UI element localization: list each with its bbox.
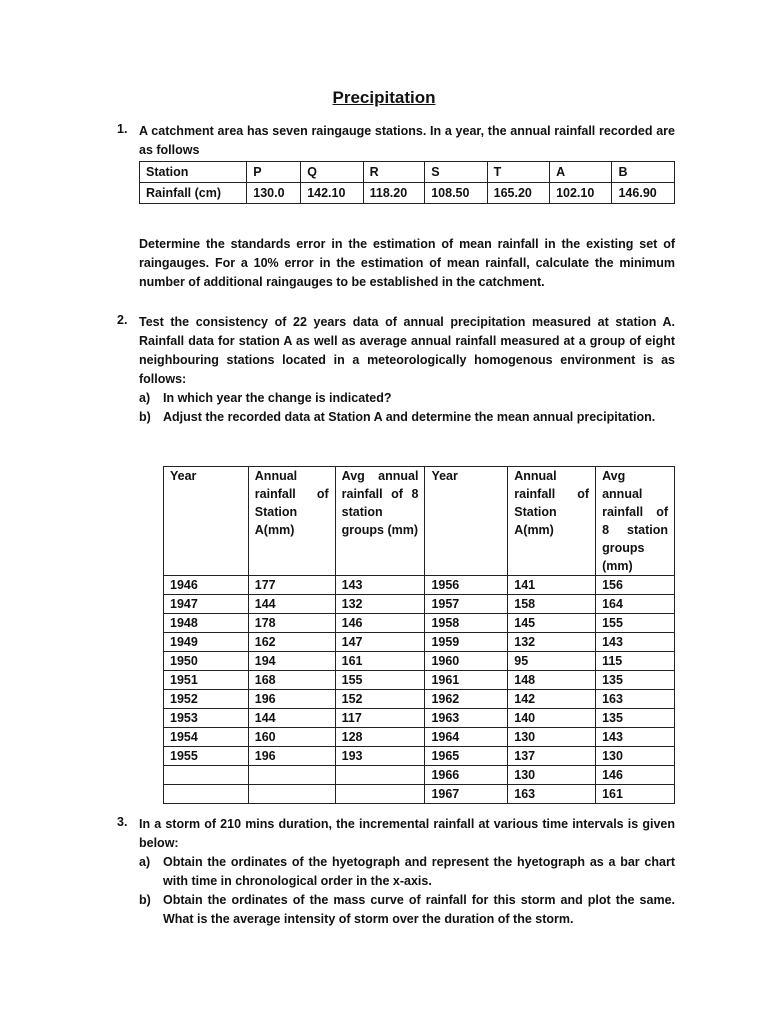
table-cell: 1955 — [164, 747, 249, 766]
table-cell: 161 — [335, 652, 425, 671]
table-header-cell: S — [425, 162, 487, 183]
table-cell: 152 — [335, 690, 425, 709]
table-row — [164, 614, 675, 633]
table-cell: 148 — [508, 671, 596, 690]
table-header-cell: T — [487, 162, 549, 183]
table-cell — [164, 785, 249, 804]
table-row — [164, 595, 675, 614]
rainfall-stations-table — [139, 161, 675, 204]
question-intro: In a storm of 210 mins duration, the incremental rainfall at various time intervals is given below: — [139, 817, 675, 850]
table-cell: 194 — [248, 652, 335, 671]
table-cell — [248, 785, 335, 804]
table-cell: 1953 — [164, 709, 249, 728]
table-cell — [164, 766, 249, 785]
table-cell: 1951 — [164, 671, 249, 690]
table-cell: 130 — [596, 747, 675, 766]
table-cell: 1963 — [425, 709, 508, 728]
table-cell: 146 — [596, 766, 675, 785]
table-row — [164, 690, 675, 709]
table-cell: 196 — [248, 747, 335, 766]
table-cell: 196 — [248, 690, 335, 709]
question-number: 2. — [117, 313, 128, 327]
table-row — [164, 671, 675, 690]
page-title: Precipitation — [332, 88, 436, 107]
table-cell: 1964 — [425, 728, 508, 747]
table-cell: 160 — [248, 728, 335, 747]
table-cell: 143 — [335, 576, 425, 595]
table-cell: 1960 — [425, 652, 508, 671]
table-header-cell: B — [612, 162, 675, 183]
table-cell: 115 — [596, 652, 675, 671]
table-cell: 1957 — [425, 595, 508, 614]
table-cell: 155 — [335, 671, 425, 690]
sub-question-a — [139, 853, 675, 891]
table-cell: 193 — [335, 747, 425, 766]
sub-text: Obtain the ordinates of the mass curve of rainfall for this storm and plot the same. What is the average intensity of storm over the duration of the storm. — [163, 893, 675, 926]
question-1-task — [117, 235, 675, 292]
table-row — [164, 766, 675, 785]
table-row — [164, 747, 675, 766]
table-cell: 130 — [508, 766, 596, 785]
table-cell: 142 — [508, 690, 596, 709]
table-cell: 1956 — [425, 576, 508, 595]
table-cell: 1965 — [425, 747, 508, 766]
sub-text: In which year the change is indicated? — [163, 391, 392, 405]
sub-question-b — [139, 408, 675, 427]
table-cell: 162 — [248, 633, 335, 652]
station-a-rainfall-table — [163, 466, 675, 804]
table-cell: 1967 — [425, 785, 508, 804]
sub-label: b) — [139, 410, 151, 424]
table-cell: 135 — [596, 671, 675, 690]
table-cell: 108.50 — [425, 183, 487, 204]
table-cell: 165.20 — [487, 183, 549, 204]
table-header-cell: Annual rainfall of Station A(mm) — [248, 467, 335, 576]
table-cell: 117 — [335, 709, 425, 728]
table-cell: 118.20 — [363, 183, 425, 204]
table-row — [140, 183, 675, 204]
table-cell: 164 — [596, 595, 675, 614]
table-cell: 141 — [508, 576, 596, 595]
question-1 — [117, 122, 675, 160]
table-header-cell: P — [247, 162, 301, 183]
table-cell: 1954 — [164, 728, 249, 747]
table-cell: 1947 — [164, 595, 249, 614]
table-row — [164, 652, 675, 671]
sub-label: b) — [139, 893, 151, 907]
table-header-cell: A — [550, 162, 612, 183]
table-header-row — [164, 467, 675, 576]
sub-label: a) — [139, 855, 151, 869]
table-cell: 1949 — [164, 633, 249, 652]
table-cell: 163 — [596, 690, 675, 709]
table-cell: 1962 — [425, 690, 508, 709]
question-3 — [117, 815, 675, 929]
table-cell: Rainfall (cm) — [140, 183, 247, 204]
sub-label: a) — [139, 391, 151, 405]
table-cell: 137 — [508, 747, 596, 766]
table-cell: 132 — [335, 595, 425, 614]
table-cell: 155 — [596, 614, 675, 633]
table-cell: 1959 — [425, 633, 508, 652]
question-number: 3. — [117, 815, 128, 829]
table-cell: 130.0 — [247, 183, 301, 204]
table-cell: 168 — [248, 671, 335, 690]
question-intro: A catchment area has seven raingauge stations. In a year, the annual rainfall recorded are as follows — [139, 124, 675, 157]
table-cell: 143 — [596, 728, 675, 747]
table-cell: 140 — [508, 709, 596, 728]
table-row — [164, 576, 675, 595]
table-cell: 130 — [508, 728, 596, 747]
table-cell: 143 — [596, 633, 675, 652]
table-cell: 1948 — [164, 614, 249, 633]
table-header-row — [140, 162, 675, 183]
table-cell: 142.10 — [301, 183, 363, 204]
table-row — [164, 785, 675, 804]
table-row — [164, 709, 675, 728]
table-header-cell: Year — [425, 467, 508, 576]
table-cell: 128 — [335, 728, 425, 747]
table-cell: 146 — [335, 614, 425, 633]
table-cell: 1952 — [164, 690, 249, 709]
table-header-cell: Station — [140, 162, 247, 183]
table-cell: 145 — [508, 614, 596, 633]
table-cell — [335, 785, 425, 804]
table-cell: 1946 — [164, 576, 249, 595]
table-cell: 102.10 — [550, 183, 612, 204]
table-row — [164, 633, 675, 652]
table-cell — [248, 766, 335, 785]
question-task: Determine the standards error in the estimation of mean rainfall in the existing set of raingauges. For a 10% error in the estimation of mean rainfall, calculate the minimum number of additional raingauges to be established in the catchment. — [139, 237, 675, 289]
table-cell: 146.90 — [612, 183, 675, 204]
table-row — [164, 728, 675, 747]
table-cell: 177 — [248, 576, 335, 595]
table-header-cell: R — [363, 162, 425, 183]
table-header-cell: Annual rainfall of Station A(mm) — [508, 467, 596, 576]
table-cell: 144 — [248, 709, 335, 728]
table-cell: 1961 — [425, 671, 508, 690]
table-header-cell: Avg annual rainfall of 8 station groups (mm) — [335, 467, 425, 576]
table-cell: 158 — [508, 595, 596, 614]
sub-text: Adjust the recorded data at Station A and determine the mean annual precipitation. — [163, 410, 656, 424]
table-header-cell: Avg annual rainfall of 8 station groups (mm) — [596, 467, 675, 576]
table-cell: 161 — [596, 785, 675, 804]
table-cell: 144 — [248, 595, 335, 614]
table-cell: 156 — [596, 576, 675, 595]
question-2 — [117, 313, 675, 427]
table-cell: 178 — [248, 614, 335, 633]
question-intro: Test the consistency of 22 years data of annual precipitation measured at station A. Rainfall data for station A as well as average annual rainfall measured at a group of eight neighbouring stations located in a meteorologically homogenous environment is as follows: — [139, 315, 675, 386]
table-cell: 1966 — [425, 766, 508, 785]
table-cell — [335, 766, 425, 785]
table-cell: 132 — [508, 633, 596, 652]
table-header-cell: Q — [301, 162, 363, 183]
table-cell: 1958 — [425, 614, 508, 633]
table-cell: 1950 — [164, 652, 249, 671]
sub-text: Obtain the ordinates of the hyetograph and represent the hyetograph as a bar chart with time in chronological order in the x-axis. — [163, 855, 675, 888]
table-cell: 147 — [335, 633, 425, 652]
question-number: 1. — [117, 122, 128, 136]
table-header-cell: Year — [164, 467, 249, 576]
table-cell: 135 — [596, 709, 675, 728]
table-cell: 95 — [508, 652, 596, 671]
sub-question-b — [139, 891, 675, 929]
sub-question-a — [139, 389, 675, 408]
table-cell: 163 — [508, 785, 596, 804]
